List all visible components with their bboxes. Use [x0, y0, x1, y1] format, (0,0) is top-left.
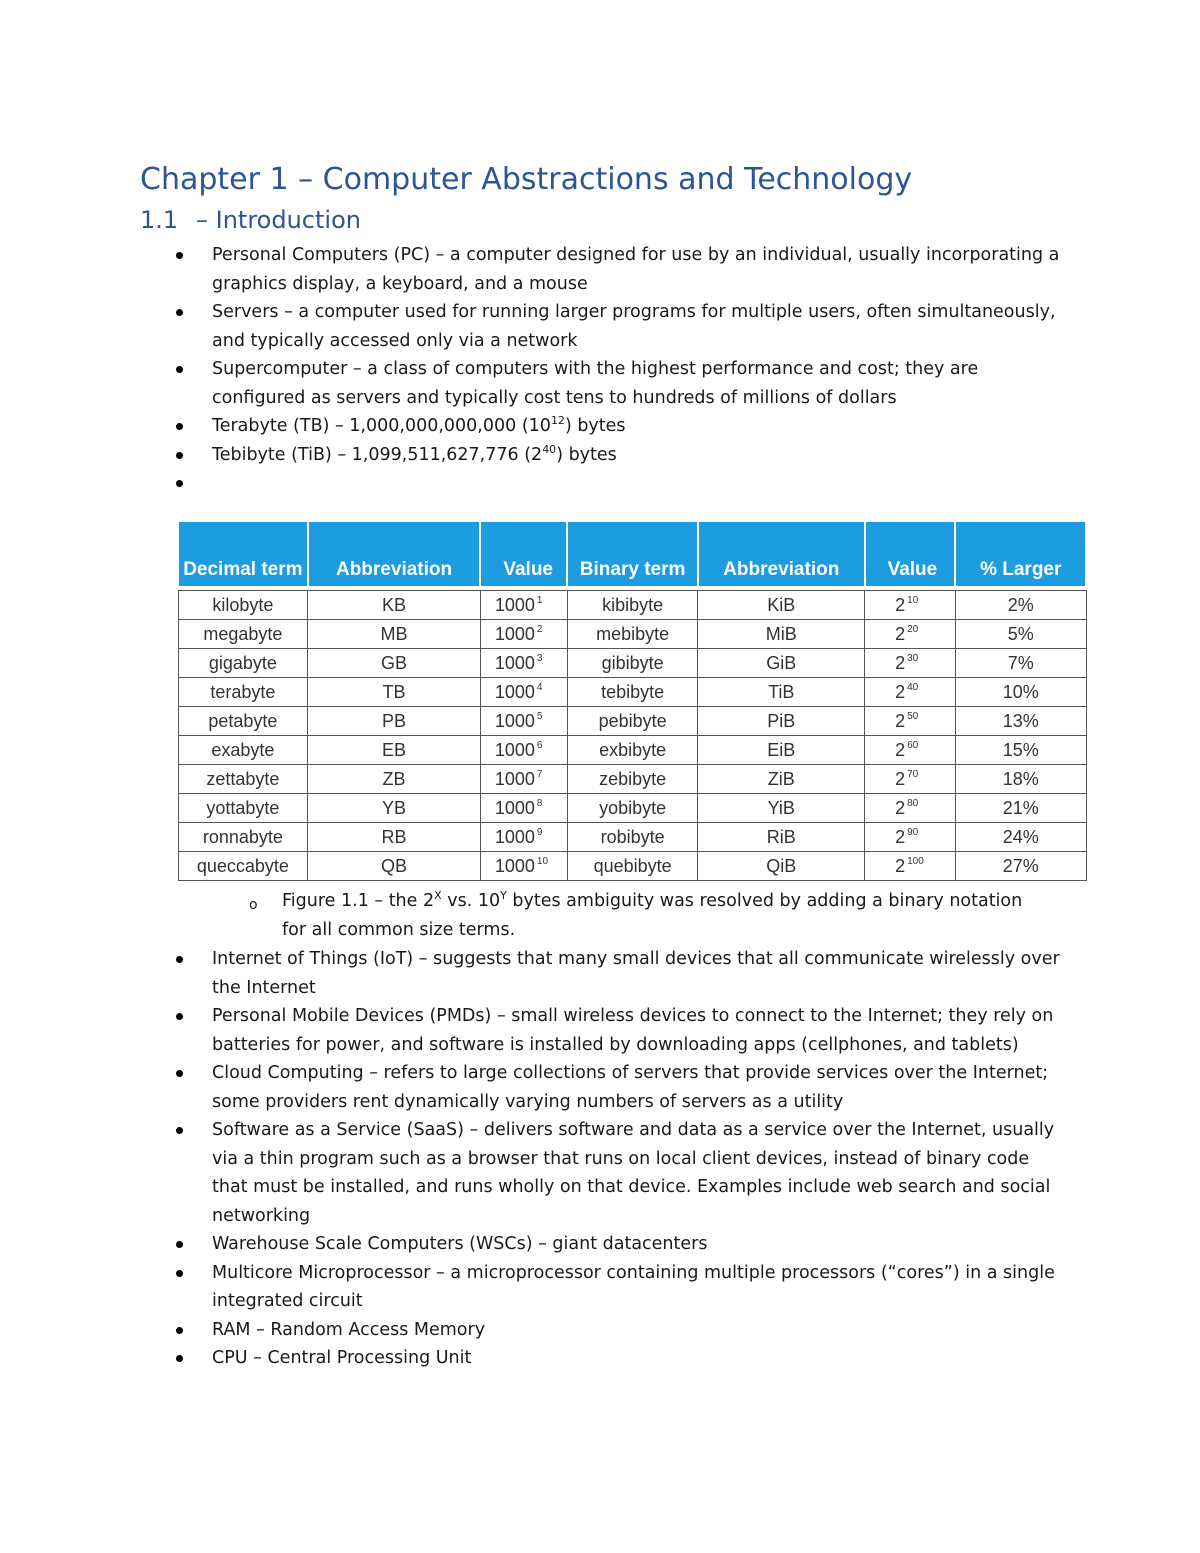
table-cell: RiB — [698, 823, 865, 852]
chapter-title: Chapter 1 – Computer Abstractions and Technology — [140, 162, 913, 197]
table-cell: terabyte — [178, 678, 308, 707]
table-cell: ZiB — [698, 765, 865, 794]
table-cell: queccabyte — [178, 852, 308, 881]
table-cell: quebibyte — [567, 852, 698, 881]
list-item-text — [212, 473, 218, 493]
table-cell: 2 $^{80}$ — [865, 794, 956, 823]
bullet-icon — [176, 1070, 183, 1077]
list-item — [0, 945, 1200, 1002]
table-cell: 18% — [955, 765, 1086, 794]
table-cell: 21% — [955, 794, 1086, 823]
table-row — [178, 620, 1086, 649]
table-cell: 1000 $^4$ — [480, 678, 567, 707]
section-number: 1.1 — [140, 206, 179, 234]
table-cell: YiB — [698, 794, 865, 823]
table-row — [178, 794, 1086, 823]
table-cell: 1000 $^9$ — [480, 823, 567, 852]
section-heading — [140, 206, 361, 234]
bullet-icon — [176, 1241, 183, 1248]
column-header: Value — [480, 522, 567, 586]
bullet-icon — [176, 1127, 183, 1134]
list-item-text: ) bytes — [564, 416, 626, 436]
table-cell: 1000 $^1$ — [480, 591, 567, 620]
table-row — [178, 591, 1086, 620]
table-cell: yobibyte — [567, 794, 698, 823]
table-cell: 2% — [955, 591, 1086, 620]
table-cell: 1000 $^6$ — [480, 736, 567, 765]
bullet-icon — [176, 452, 183, 459]
table-row — [178, 765, 1086, 794]
table-cell: 2 $^{50}$ — [865, 707, 956, 736]
table-cell: mebibyte — [567, 620, 698, 649]
bullet-icon — [176, 1355, 183, 1362]
exponent: 12 — [550, 414, 565, 428]
table-cell: 10% — [955, 678, 1086, 707]
column-header: Decimal term — [178, 522, 308, 586]
list-item-text: Terabyte (TB) – 1,000,000,000,000 (10 — [212, 416, 551, 436]
table-cell: ZB — [308, 765, 481, 794]
bullet-list-bottom — [0, 945, 1200, 1373]
table-cell: yottabyte — [178, 794, 308, 823]
table-row — [178, 678, 1086, 707]
table-cell: 13% — [955, 707, 1086, 736]
list-item-text: Software as a Service (SaaS) – delivers software and data as a service over the Internet, usually via a thin program such as a browser that runs on local client devices, instead of binary code that must be installed, and runs wholly on that device. Examples include web search and social networking — [212, 1120, 1055, 1226]
list-item — [0, 1116, 1200, 1230]
table-cell: tebibyte — [567, 678, 698, 707]
list-item — [0, 412, 1200, 441]
table-cell: robibyte — [567, 823, 698, 852]
table-header-row — [178, 522, 1086, 586]
table-cell: megabyte — [178, 620, 308, 649]
list-item-text: CPU – Central Processing Unit — [212, 1348, 472, 1368]
list-item — [0, 1259, 1200, 1316]
table-row — [178, 823, 1086, 852]
bullet-icon — [176, 309, 183, 316]
table-row — [178, 736, 1086, 765]
table-cell: 1000 $^5$ — [480, 707, 567, 736]
table-cell: 24% — [955, 823, 1086, 852]
list-item — [0, 441, 1200, 470]
table-cell: 5% — [955, 620, 1086, 649]
table-cell: 1000 $^7$ — [480, 765, 567, 794]
bullet-icon — [176, 1270, 183, 1277]
table-cell: 2 $^{70}$ — [865, 765, 956, 794]
list-item-text: Internet of Things (IoT) – suggests that many small devices that all communicate wirelessly over the Internet — [212, 949, 1060, 998]
list-item — [0, 469, 1200, 498]
list-item — [0, 1230, 1200, 1259]
column-header: % Larger — [955, 522, 1086, 586]
table-cell: PiB — [698, 707, 865, 736]
table-row — [178, 649, 1086, 678]
table-cell: exabyte — [178, 736, 308, 765]
list-item-text: ) bytes — [556, 444, 617, 465]
section-title: – Introduction — [196, 206, 361, 234]
list-item-text: Cloud Computing – refers to large collections of servers that provide services over the Internet; some providers rent dynamically varying numbers of servers as a utility — [212, 1063, 1049, 1112]
table-body — [178, 586, 1086, 881]
circle-bullet-icon: o — [249, 897, 258, 913]
figure-caption — [0, 887, 1200, 944]
table-cell: EB — [308, 736, 481, 765]
table-cell: TB — [308, 678, 481, 707]
table-cell: PB — [308, 707, 481, 736]
table-cell: 1000 $^3$ — [480, 649, 567, 678]
list-item-text: Servers – a computer used for running larger programs for multiple users, often simultaneously, and typically accessed only via a network — [212, 302, 1056, 351]
table-cell: exbibyte — [567, 736, 698, 765]
table-cell: TiB — [698, 678, 865, 707]
bullet-icon — [176, 252, 183, 259]
table-cell: KB — [308, 591, 481, 620]
list-item — [0, 298, 1200, 355]
table-cell: petabyte — [178, 707, 308, 736]
table-cell: ronnabyte — [178, 823, 308, 852]
table-cell: zettabyte — [178, 765, 308, 794]
table-cell: kilobyte — [178, 591, 308, 620]
table-cell: 2 $^{60}$ — [865, 736, 956, 765]
table-cell: KiB — [698, 591, 865, 620]
table-cell: 15% — [955, 736, 1086, 765]
table-cell: gigabyte — [178, 649, 308, 678]
bullet-icon — [176, 423, 183, 430]
bullet-list-top — [0, 241, 1200, 498]
table-cell: pebibyte — [567, 707, 698, 736]
column-header: Abbreviation — [698, 522, 865, 586]
table-cell: EiB — [698, 736, 865, 765]
table-cell: MiB — [698, 620, 865, 649]
table-cell: 1000 $^8$ — [480, 794, 567, 823]
table-cell: kibibyte — [567, 591, 698, 620]
list-item-text: Multicore Microprocessor – a microprocessor containing multiple processors (“cores”) in a single integrated circuit — [212, 1262, 1055, 1311]
table-cell: 2 $^{20}$ — [865, 620, 956, 649]
list-item — [0, 1059, 1200, 1116]
table-cell: 2 $^{100}$ — [865, 852, 956, 881]
list-item — [0, 1002, 1200, 1059]
figure-caption-text: Figure 1.1 – the $2^X$ vs. $10^Y$ bytes ambiguity was resolved by adding a binary notation for all common size terms. — [282, 889, 1023, 940]
list-item-text: Personal Mobile Devices (PMDs) – small wireless devices to connect to the Internet; they rely on batteries for power, and software is installed by downloading apps (cellphones, and tablets) — [212, 1006, 1054, 1055]
list-item — [0, 355, 1200, 412]
table-cell: 2 $^{40}$ — [865, 678, 956, 707]
bullet-icon — [176, 480, 183, 487]
table-cell: 27% — [955, 852, 1086, 881]
list-item-text: Supercomputer – a class of computers with the highest performance and cost; they are configured as servers and typically cost tens to hundreds of millions of dollars — [212, 359, 979, 408]
list-item-text: Warehouse Scale Computers (WSCs) – giant datacenters — [212, 1234, 708, 1254]
table-cell: 2 $^{10}$ — [865, 591, 956, 620]
bullet-icon — [176, 366, 183, 373]
table-cell: gibibyte — [567, 649, 698, 678]
list-item-text: Personal Computers (PC) – a computer designed for use by an individual, usually incorporating a graphics display, a keyboard, and a mouse — [212, 245, 1060, 294]
bullet-icon — [176, 1327, 183, 1334]
column-header: Binary term — [567, 522, 698, 586]
list-item — [0, 1316, 1200, 1345]
table-cell: RB — [308, 823, 481, 852]
byte-units-table — [177, 522, 1087, 881]
table-cell: 7% — [955, 649, 1086, 678]
table-cell: QB — [308, 852, 481, 881]
bullet-icon — [176, 956, 183, 963]
table-row — [178, 852, 1086, 881]
list-item-text: Tebibyte (TiB) – 1,099,511,627,776 (2 — [212, 444, 543, 465]
table-cell: zebibyte — [567, 765, 698, 794]
table-cell: 2 $^{30}$ — [865, 649, 956, 678]
exponent: 40 — [542, 442, 557, 456]
list-item-text: RAM – Random Access Memory — [212, 1319, 486, 1340]
table-row — [178, 707, 1086, 736]
table-cell: 1000 $^2$ — [480, 620, 567, 649]
table-cell: MB — [308, 620, 481, 649]
column-header: Abbreviation — [308, 522, 481, 586]
table-cell: 2 $^{90}$ — [865, 823, 956, 852]
table-cell: 1000 $^{10}$ — [480, 852, 567, 881]
table-cell: YB — [308, 794, 481, 823]
table-cell: GB — [308, 649, 481, 678]
column-header: Value — [865, 522, 956, 586]
table-cell: GiB — [698, 649, 865, 678]
list-item — [0, 241, 1200, 298]
table-cell: QiB — [698, 852, 865, 881]
list-item — [0, 1344, 1200, 1373]
bullet-icon — [176, 1013, 183, 1020]
